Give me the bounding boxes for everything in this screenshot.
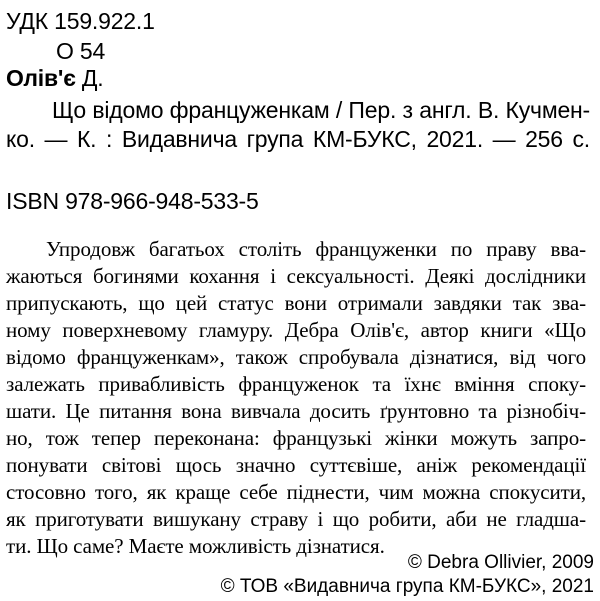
annotation-line: ному поверхневому гламуру. Дебра Олів'є, автор книги «Що [6,318,586,342]
udk-index: УДК 159.922.1 [6,8,155,34]
author-name: Олів'є [6,65,76,91]
isbn: ISBN 978-966-948-533-5 [6,188,259,214]
annotation-line: як приготувати вишукану страву і що робити, аби не гладша- [6,507,586,531]
annotation-line: стосовно того, як краще себе піднести, чим можна спокусити, [6,480,586,504]
annotation-line: но, тож тепер переконана: французькі жінки можуть запро- [6,426,586,450]
copyright-author: © Debra Ollivier, 2009 [407,552,594,573]
annotation-line: ти. Що саме? Маєте можливість дізнатися. [6,534,385,558]
bibliographic-line-2: ко. — К. : Видавнича група КМ-БУКС, 2021. — 256 с. [6,126,590,152]
annotation-line: жаються богинями кохання і сексуальності. Деякі дослідники [6,264,586,288]
bbk-index: О 54 [56,38,106,64]
annotation-text [6,236,586,560]
annotation-line: Упродовж багатьох століть француженки по праву вва- [46,237,586,261]
annotation-line: шати. Це питання вона вивчала досить ґрунтовно та різнобіч- [6,399,586,423]
annotation-line: відомо француженкам», також спробувала дізнатися, від чого [6,345,586,369]
annotation-line: припускають, що цей статус вони отримали завдяки так зва- [6,291,586,315]
author-line [6,65,103,91]
annotation-line: залежать привабливість француженок та їхнє вміння споку- [6,372,586,396]
author-initial: Д. [81,65,104,91]
bibliographic-line-1: Що відомо француженкам / Пер. з англ. В. Кучмен- [52,97,590,123]
copyright-publisher: © ТОВ «Видавнича група КМ-БУКС», 2021 [220,576,594,597]
annotation-line: понувати світові щось значно суттєвіше, аніж рекомендації [6,453,586,477]
